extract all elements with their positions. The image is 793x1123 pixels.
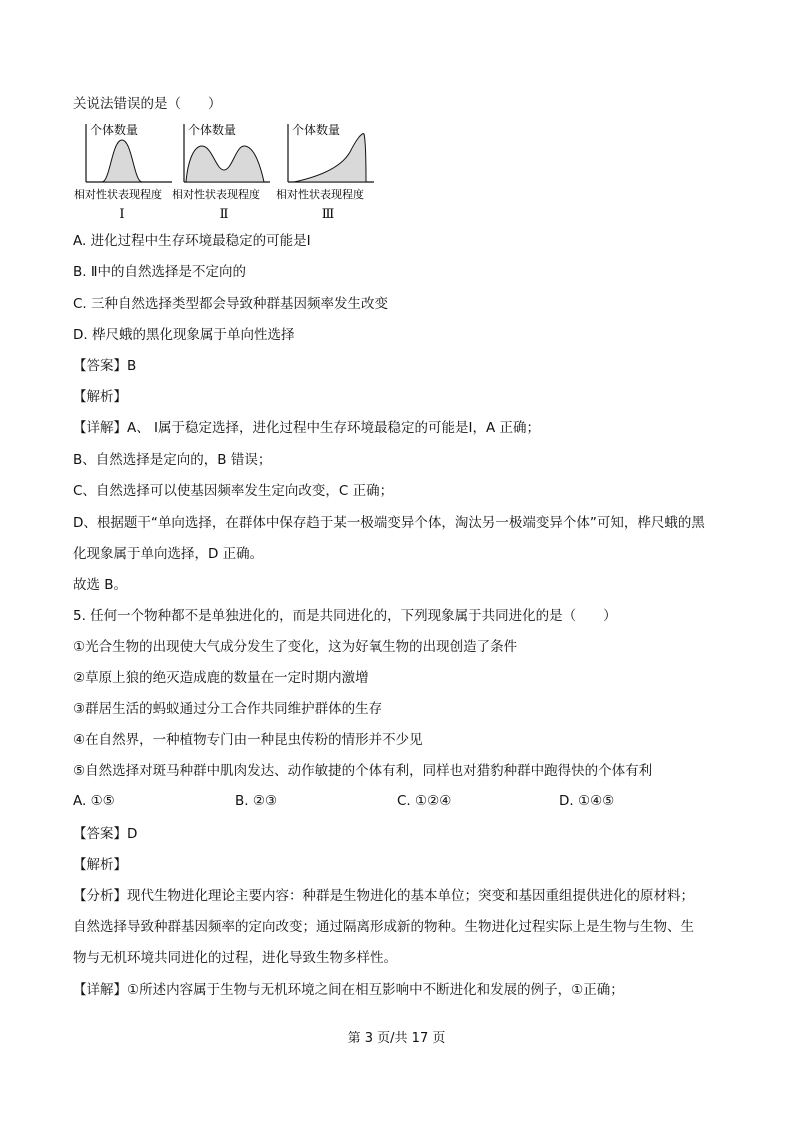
graph-1-label: Ⅰ bbox=[119, 207, 125, 222]
q5-option-b: B. ②③ bbox=[235, 793, 278, 809]
q4-option-d: D. 桦尺蛾的黑化现象属于单向性选择 bbox=[73, 327, 295, 343]
q4-detail-2: B、自然选择是定向的，B 错误； bbox=[73, 452, 272, 468]
q4-detail-4: D、根据题干“单向选择，在群体中保存趋于某一极端变异个体，淘汰另一极端变异个体”可知，桦尺蛾的黑 bbox=[73, 515, 705, 531]
q5-item-5: ⑤自然选择对斑马种群中肌肉发达、动作敏捷的个体有利，同样也对猎豹种群中跑得快的个体有利 bbox=[73, 763, 653, 779]
q5-item-3: ③群居生活的蚂蚁通过分工合作共同维护群体的生存 bbox=[73, 701, 383, 717]
q5-item-4: ④在自然界，一种植物专门由一种昆虫传粉的情形并不少见 bbox=[73, 732, 423, 748]
graph-2-curve bbox=[186, 146, 264, 182]
q4-detail-6: 故选 B。 bbox=[73, 577, 128, 593]
q5-option-c: C. ①②④ bbox=[397, 793, 452, 809]
q4-detail-3: C、自然选择可以使基因频率发生定向改变，C 正确； bbox=[73, 483, 394, 499]
q5-stem: 5. 任何一个物种都不是单独进化的，而是共同进化的，下列现象属于共同进化的是（ ） bbox=[73, 608, 617, 624]
q5-detail: 【详解】①所述内容属于生物与无机环境之间在相互影响中不断进化和发展的例子，①正确； bbox=[73, 982, 624, 998]
graph-1-ylabel: 个体数量 bbox=[90, 123, 139, 137]
graph-2-xlabel: 相对性状表现程度 bbox=[172, 188, 260, 201]
graph-2-label: Ⅱ bbox=[219, 207, 229, 222]
q5-item-2: ②草原上狼的绝灭造成鹿的数量在一定时期内激增 bbox=[73, 670, 369, 686]
q5-analysis-tag: 【解析】 bbox=[73, 857, 127, 873]
q4-analysis-tag: 【解析】 bbox=[73, 389, 127, 405]
graph-1-xlabel: 相对性状表现程度 bbox=[74, 188, 162, 201]
q5-analysis-2: 自然选择导致种群基因频率的定向改变；通过隔离形成新的物种。生物进化过程实际上是生物与生物、生 bbox=[73, 919, 694, 935]
q5-item-1: ①光合生物的出现使大气成分发生了变化，这为好氧生物的出现创造了条件 bbox=[73, 639, 518, 655]
q5-option-a: A. ①⑤ bbox=[73, 793, 115, 809]
graph-3-ylabel: 个体数量 bbox=[292, 123, 341, 137]
graph-1-curve bbox=[102, 140, 142, 182]
selection-graphs-svg bbox=[72, 120, 382, 225]
graph-3-xlabel: 相对性状表现程度 bbox=[276, 188, 364, 201]
q5-analysis-3: 物与无机环境共同进化的过程，进化导致生物多样性。 bbox=[73, 950, 397, 966]
q4-detail-1: 【详解】A、 Ⅰ属于稳定选择，进化过程中生存环境最稳定的可能是Ⅰ，A 正确； bbox=[73, 420, 541, 436]
graph-1 bbox=[74, 122, 172, 222]
graph-3-curve bbox=[294, 134, 366, 182]
q4-option-a: A. 进化过程中生存环境最稳定的可能是Ⅰ bbox=[73, 233, 311, 249]
q4-detail-5: 化现象属于单向选择，D 正确。 bbox=[73, 546, 264, 562]
page-footer: 第 3 页/共 17 页 bbox=[347, 1031, 446, 1046]
graph-3-label: Ⅲ bbox=[321, 207, 335, 222]
graph-2 bbox=[172, 122, 270, 222]
q5-options bbox=[73, 793, 713, 811]
graph-3 bbox=[276, 122, 374, 222]
q5-analysis-1: 【分析】现代生物进化理论主要内容：种群是生物进化的基本单位；突变和基因重组提供进化的原材料； bbox=[73, 888, 694, 904]
q4-stem-tail: 关说法错误的是（ ） bbox=[73, 96, 222, 112]
q4-answer: 【答案】B bbox=[73, 358, 137, 374]
q4-option-c: C. 三种自然选择类型都会导致种群基因频率发生改变 bbox=[73, 296, 389, 312]
q5-option-d: D. ①④⑤ bbox=[559, 793, 615, 809]
q5-answer: 【答案】D bbox=[73, 826, 138, 842]
q4-option-b: B. Ⅱ中的自然选择是不定向的 bbox=[73, 264, 246, 280]
selection-figure bbox=[72, 120, 382, 229]
graph-2-ylabel: 个体数量 bbox=[188, 123, 237, 137]
